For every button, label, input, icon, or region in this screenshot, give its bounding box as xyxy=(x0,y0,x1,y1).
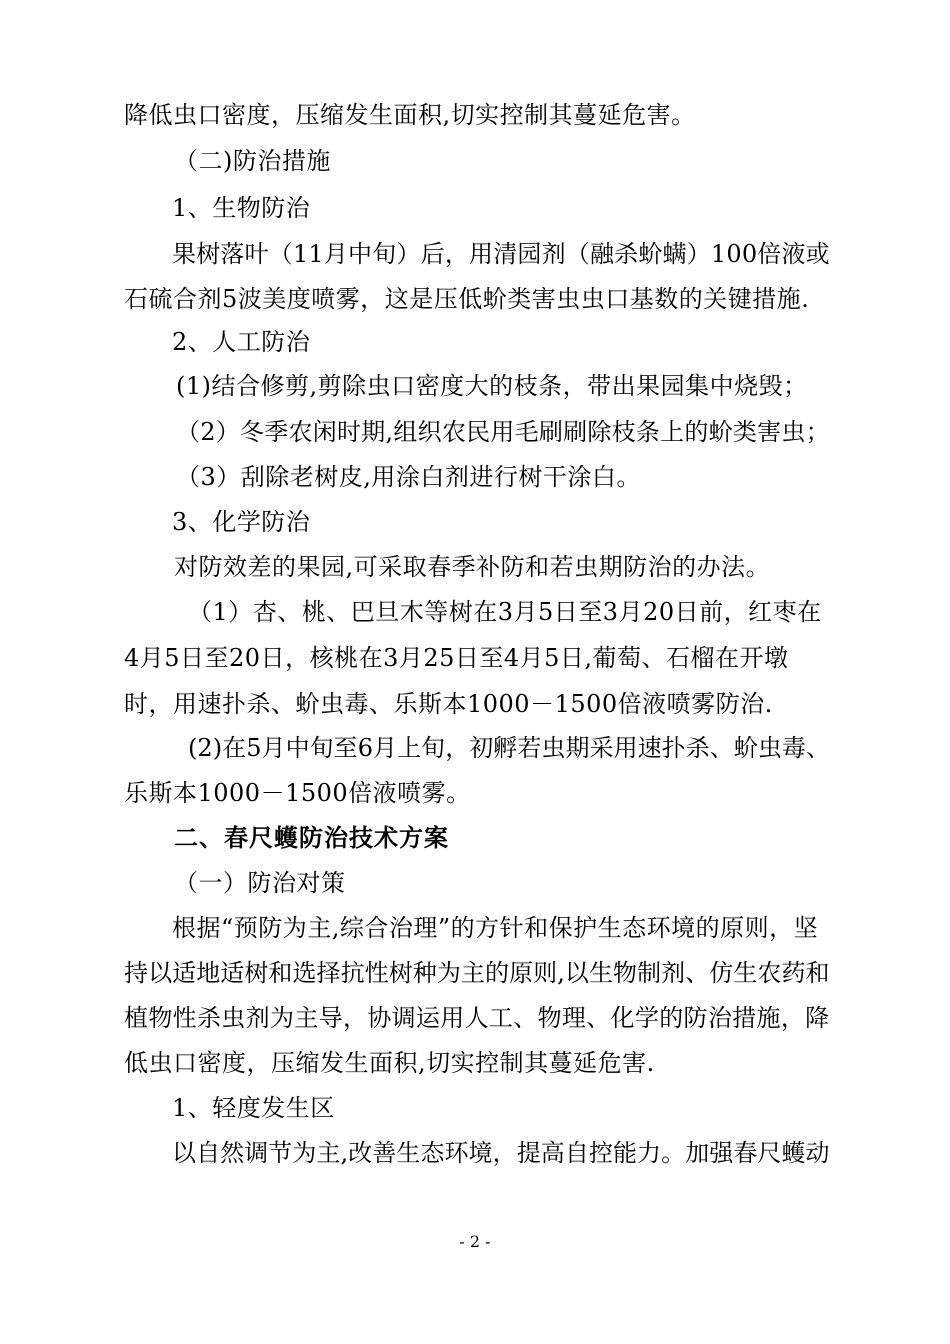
text-line: 4月5日至20日，核桃在3月25日至4月5日,葡萄、石榴在开墩 xyxy=(124,644,789,672)
text-line: 持以适地适树和选择抗性树种为主的原则,以生物制剂、仿生农药和 xyxy=(124,959,830,987)
subsection-heading: 1、轻度发生区 xyxy=(172,1094,335,1122)
section-heading: （二)防治措施 xyxy=(174,147,331,175)
page-number: - 2 - xyxy=(459,1232,491,1251)
list-item: (2)在5月中旬至6月上旬，初孵若虫期采用速扑杀、蚧虫毒、 xyxy=(188,734,831,762)
list-item: （1）杏、桃、巴旦木等树在3月5日至3月20日前，红枣在 xyxy=(188,598,822,626)
subsection-heading: 1、生物防治 xyxy=(172,194,311,222)
chapter-heading: 二、春尺蠖防治技术方案 xyxy=(174,823,449,852)
text-line: 降低虫口密度，压缩发生面积,切实控制其蔓延危害。 xyxy=(124,101,696,129)
text-line: 植物性杀虫剂为主导，协调运用人工、物理、化学的防治措施，降 xyxy=(124,1004,830,1032)
text-line: 根据“预防为主,综合治理”的方针和保护生态环境的原则，坚 xyxy=(172,914,819,942)
text-line: 果树落叶（11月中旬）后，用清园剂（融杀蚧螨）100倍液或 xyxy=(172,240,830,268)
subsection-heading: 3、化学防治 xyxy=(172,508,311,536)
text-line: 时，用速扑杀、蚧虫毒、乐斯本1000－1500倍液喷雾防治. xyxy=(124,690,773,718)
text-line: 低虫口密度，压缩发生面积,切实控制其蔓延危害. xyxy=(124,1049,655,1077)
list-item: (1)结合修剪,剪除虫口密度大的枝条，带出果园集中烧毁； xyxy=(176,372,808,400)
text-line: 乐斯本1000－1500倍液喷雾。 xyxy=(124,779,471,807)
text-line: 对防效差的果园,可采取春季补防和若虫期防治的办法。 xyxy=(174,553,771,581)
list-item: （3）刮除老树皮,用涂白剂进行树干涂白。 xyxy=(176,463,641,491)
list-item: （2）冬季农闲时期,组织农民用毛刷刷除枝条上的蚧类害虫； xyxy=(176,418,830,446)
section-heading: （一）防治对策 xyxy=(174,869,346,897)
text-line: 石硫合剂5波美度喷雾，这是压低蚧类害虫虫口基数的关键措施. xyxy=(124,285,810,313)
text-line: 以自然调节为主,改善生态环境，提高自控能力。加强春尺蠖动 xyxy=(172,1139,830,1167)
subsection-heading: 2、人工防治 xyxy=(172,328,311,356)
